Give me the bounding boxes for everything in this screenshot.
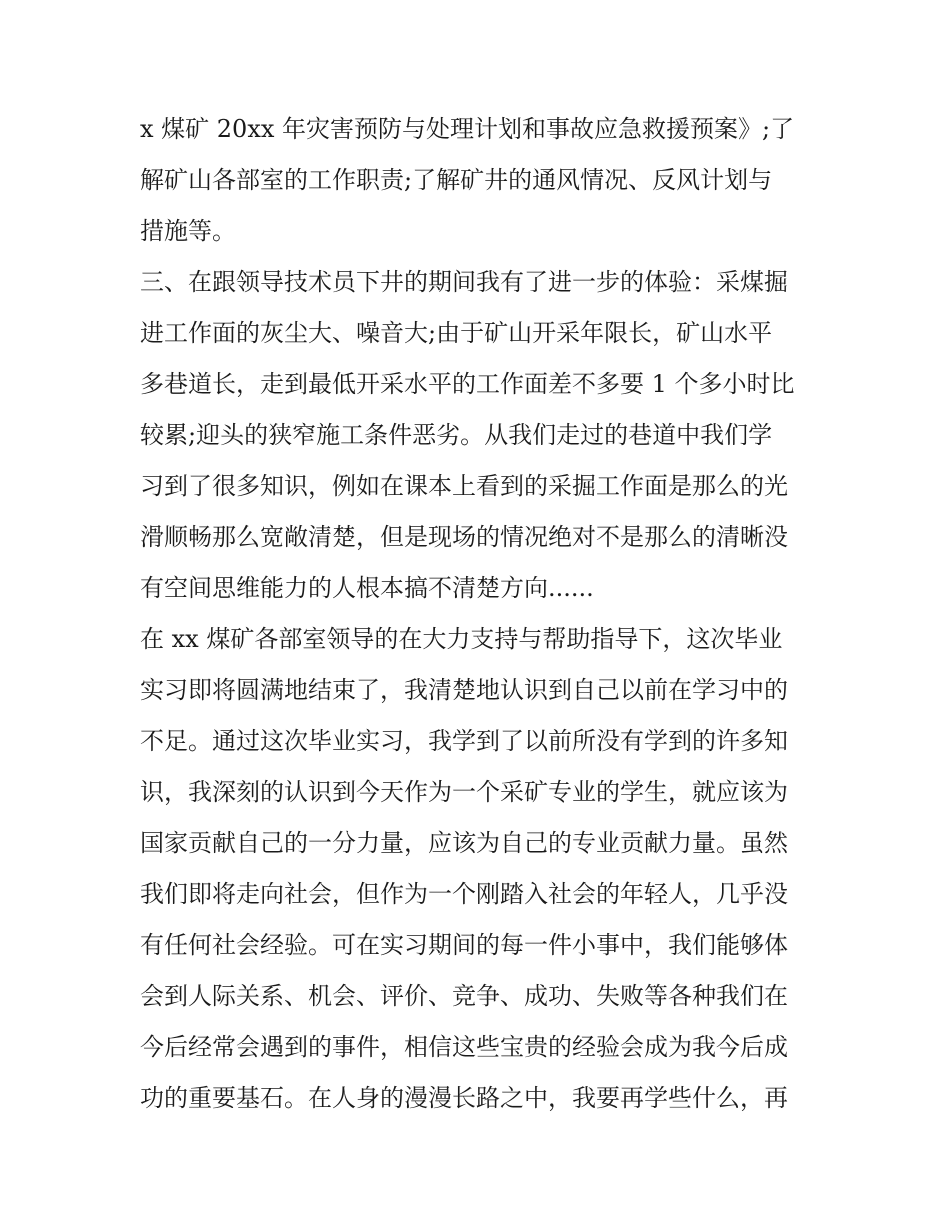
text-line: 解矿山各部室的工作职责;了解矿井的通风情况、反风计划与 — [140, 166, 773, 194]
text-line: 有空间思维能力的人根本搞不清楚方向...... — [140, 574, 594, 602]
text-line: 国家贡献自己的一分力量，应该为自己的专业贡献力量。虽然 — [140, 829, 788, 857]
text-line: x 煤矿 20xx 年灾害预防与处理计划和事故应急救援预案》;了 — [140, 115, 795, 143]
text-line: 滑顺畅那么宽敞清楚，但是现场的情况绝对不是那么的清晰没 — [140, 523, 788, 551]
text-line: 三、在跟领导技术员下井的期间我有了进一步的体验：采煤掘 — [140, 268, 788, 296]
text-line: 识，我深刻的认识到今天作为一个采矿专业的学生，就应该为 — [140, 778, 788, 806]
text-line: 较累;迎头的狭窄施工条件恶劣。从我们走过的巷道中我们学 — [140, 421, 773, 449]
text-line: 会到人际关系、机会、评价、竞争、成功、失败等各种我们在 — [140, 982, 788, 1010]
text-line: 多巷道长，走到最低开采水平的工作面差不多要 1 个多小时比 — [140, 370, 795, 398]
document-body — [140, 104, 820, 1124]
text-line: 我们即将走向社会，但作为一个刚踏入社会的年轻人，几乎没 — [140, 880, 788, 908]
text-line: 功的重要基石。在人身的漫漫长路之中，我要再学些什么，再 — [140, 1084, 788, 1112]
text-line: 进工作面的灰尘大、噪音大;由于矿山开采年限长，矿山水平 — [140, 319, 773, 347]
text-line: 今后经常会遇到的事件，相信这些宝贵的经验会成为我今后成 — [140, 1033, 788, 1061]
text-line: 措施等。 — [140, 217, 236, 245]
text-line: 不足。通过这次毕业实习，我学到了以前所没有学到的许多知 — [140, 727, 788, 755]
text-line: 有任何社会经验。可在实习期间的每一件小事中，我们能够体 — [140, 931, 788, 959]
text-line: 习到了很多知识，例如在课本上看到的采掘工作面是那么的光 — [140, 472, 788, 500]
text-line: 实习即将圆满地结束了，我清楚地认识到自己以前在学习中的 — [140, 676, 788, 704]
text-line: 在 xx 煤矿各部室领导的在大力支持与帮助指导下，这次毕业 — [140, 625, 783, 653]
